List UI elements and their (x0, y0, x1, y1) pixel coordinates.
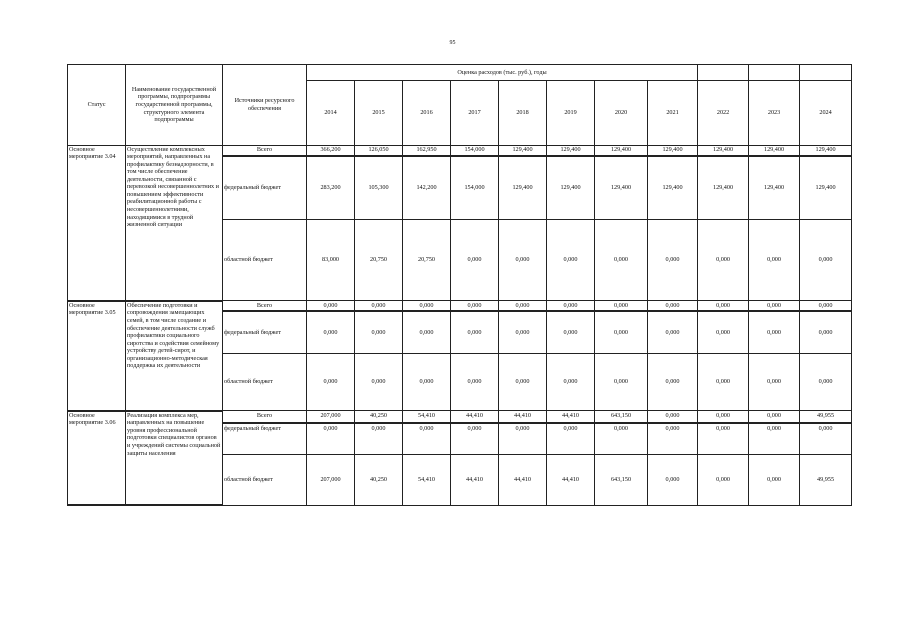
value-cell: 49,955 (800, 411, 852, 424)
value-cell: 0,000 (547, 219, 595, 301)
value-cell: 0,000 (403, 311, 451, 353)
year-header: 2024 (800, 80, 852, 145)
source-cell: областной бюджет (223, 455, 307, 505)
value-cell: 0,000 (547, 353, 595, 411)
value-cell: 0,000 (800, 301, 852, 311)
value-cell: 0,000 (648, 423, 698, 454)
value-cell: 20,750 (403, 219, 451, 301)
source-cell: Всего (223, 301, 307, 311)
value-cell: 0,000 (595, 219, 648, 301)
header-estimate: Оценка расходов (тыс. руб.), годы (307, 65, 698, 81)
value-cell: 44,410 (547, 411, 595, 424)
value-cell: 142,200 (403, 156, 451, 220)
value-cell: 49,955 (800, 455, 852, 505)
value-cell: 0,000 (800, 311, 852, 353)
value-cell: 0,000 (698, 353, 749, 411)
budget-table (67, 64, 852, 506)
header-source: Источники ресурсного обеспечения (223, 65, 307, 146)
value-cell: 0,000 (698, 423, 749, 454)
value-cell: 0,000 (749, 219, 800, 301)
value-cell: 129,400 (499, 156, 547, 220)
value-cell: 0,000 (451, 219, 499, 301)
value-cell: 129,400 (648, 156, 698, 220)
measure-name-cell: Обеспечение подготовки и сопровождения замещающих семей, в том числе создание и обеспечение деятельности служб профилактики социального сиротства и содействия семейному устройству детей-сирот, и организационно-методическая поддержка их деятельности (126, 301, 223, 411)
measure-name-cell: Реализация комплекса мер, направленных на повышение уровня профессиональной подготовки специалистов органов и учреждений системы социальной защиты населения (126, 411, 223, 505)
header-blank (698, 65, 749, 81)
year-header: 2021 (648, 80, 698, 145)
value-cell: 40,250 (355, 411, 403, 424)
year-header: 2014 (307, 80, 355, 145)
source-cell: федеральный бюджет (223, 311, 307, 353)
value-cell: 129,400 (800, 156, 852, 220)
value-cell: 0,000 (499, 311, 547, 353)
value-cell: 0,000 (800, 353, 852, 411)
value-cell: 0,000 (595, 301, 648, 311)
value-cell: 0,000 (698, 219, 749, 301)
value-cell: 0,000 (499, 301, 547, 311)
value-cell: 0,000 (403, 423, 451, 454)
year-header: 2019 (547, 80, 595, 145)
value-cell: 0,000 (749, 301, 800, 311)
value-cell: 0,000 (800, 423, 852, 454)
source-cell: федеральный бюджет (223, 423, 307, 454)
value-cell: 162,950 (403, 145, 451, 155)
value-cell: 0,000 (403, 301, 451, 311)
value-cell: 0,000 (547, 301, 595, 311)
status-cell: Основное мероприятие 3.06 (68, 411, 126, 505)
table-row (68, 411, 852, 424)
value-cell: 54,410 (403, 455, 451, 505)
value-cell: 0,000 (749, 411, 800, 424)
value-cell: 44,410 (547, 455, 595, 505)
value-cell: 154,000 (451, 145, 499, 155)
value-cell: 0,000 (451, 301, 499, 311)
value-cell: 0,000 (355, 301, 403, 311)
value-cell: 0,000 (800, 219, 852, 301)
value-cell: 643,150 (595, 455, 648, 505)
value-cell: 0,000 (749, 455, 800, 505)
year-header: 2018 (499, 80, 547, 145)
value-cell: 0,000 (698, 411, 749, 424)
value-cell: 0,000 (499, 423, 547, 454)
value-cell: 129,400 (547, 145, 595, 155)
value-cell: 0,000 (595, 311, 648, 353)
value-cell: 129,400 (800, 145, 852, 155)
value-cell: 0,000 (698, 311, 749, 353)
value-cell: 0,000 (403, 353, 451, 411)
value-cell: 0,000 (451, 353, 499, 411)
value-cell: 44,410 (499, 455, 547, 505)
source-cell: федеральный бюджет (223, 156, 307, 220)
value-cell: 0,000 (749, 353, 800, 411)
value-cell: 0,000 (307, 353, 355, 411)
header-name: Наименование государственной программы, подпрограммы государственной программы, структурного элемента подпрограммы (126, 65, 223, 146)
value-cell: 129,400 (698, 156, 749, 220)
value-cell: 126,050 (355, 145, 403, 155)
value-cell: 0,000 (451, 423, 499, 454)
value-cell: 105,300 (355, 156, 403, 220)
value-cell: 0,000 (648, 353, 698, 411)
year-header: 2023 (749, 80, 800, 145)
source-cell: Всего (223, 145, 307, 155)
source-cell: областной бюджет (223, 219, 307, 301)
value-cell: 129,400 (648, 145, 698, 155)
value-cell: 283,200 (307, 156, 355, 220)
header-row (68, 65, 852, 81)
measure-name-cell: Осуществление комплексных мероприятий, направленных на профилактику безнадзорности, в том числе обеспечение деятельности, связанной с перевозкой несовершеннолетних и повышением эффективности реабилитационной работы с несовершеннолетними, находящимися в трудной жизненной ситуации (126, 145, 223, 301)
table-row (68, 301, 852, 311)
value-cell: 0,000 (307, 301, 355, 311)
value-cell: 0,000 (698, 455, 749, 505)
value-cell: 20,750 (355, 219, 403, 301)
value-cell: 44,410 (451, 455, 499, 505)
value-cell: 0,000 (547, 311, 595, 353)
value-cell: 129,400 (749, 145, 800, 155)
value-cell: 0,000 (698, 301, 749, 311)
year-header: 2022 (698, 80, 749, 145)
header-blank (800, 65, 852, 81)
value-cell: 0,000 (595, 423, 648, 454)
value-cell: 0,000 (355, 353, 403, 411)
year-header: 2017 (451, 80, 499, 145)
value-cell: 54,410 (403, 411, 451, 424)
value-cell: 40,250 (355, 455, 403, 505)
header-blank (749, 65, 800, 81)
value-cell: 154,000 (451, 156, 499, 220)
value-cell: 0,000 (499, 219, 547, 301)
value-cell: 0,000 (749, 423, 800, 454)
value-cell: 366,200 (307, 145, 355, 155)
value-cell: 129,400 (547, 156, 595, 220)
source-cell: областной бюджет (223, 353, 307, 411)
value-cell: 0,000 (355, 423, 403, 454)
value-cell: 0,000 (749, 311, 800, 353)
page-number: 95 (449, 40, 456, 46)
value-cell: 129,400 (499, 145, 547, 155)
value-cell: 207,000 (307, 455, 355, 505)
value-cell: 129,400 (749, 156, 800, 220)
value-cell: 0,000 (499, 353, 547, 411)
value-cell: 129,400 (698, 145, 749, 155)
value-cell: 207,000 (307, 411, 355, 424)
value-cell: 0,000 (648, 311, 698, 353)
value-cell: 83,000 (307, 219, 355, 301)
year-header: 2015 (355, 80, 403, 145)
value-cell: 0,000 (648, 301, 698, 311)
value-cell: 0,000 (547, 423, 595, 454)
value-cell: 129,400 (595, 145, 648, 155)
value-cell: 0,000 (648, 411, 698, 424)
status-cell: Основное мероприятие 3.04 (68, 145, 126, 301)
value-cell: 129,400 (595, 156, 648, 220)
year-header: 2016 (403, 80, 451, 145)
source-cell: Всего (223, 411, 307, 424)
value-cell: 643,150 (595, 411, 648, 424)
value-cell: 0,000 (307, 423, 355, 454)
table-row (68, 145, 852, 155)
value-cell: 0,000 (648, 219, 698, 301)
value-cell: 0,000 (307, 311, 355, 353)
value-cell: 0,000 (595, 353, 648, 411)
value-cell: 44,410 (451, 411, 499, 424)
value-cell: 0,000 (648, 455, 698, 505)
status-cell: Основное мероприятие 3.05 (68, 301, 126, 411)
year-header: 2020 (595, 80, 648, 145)
value-cell: 0,000 (355, 311, 403, 353)
value-cell: 0,000 (451, 311, 499, 353)
header-status: Статус (68, 65, 126, 146)
value-cell: 44,410 (499, 411, 547, 424)
